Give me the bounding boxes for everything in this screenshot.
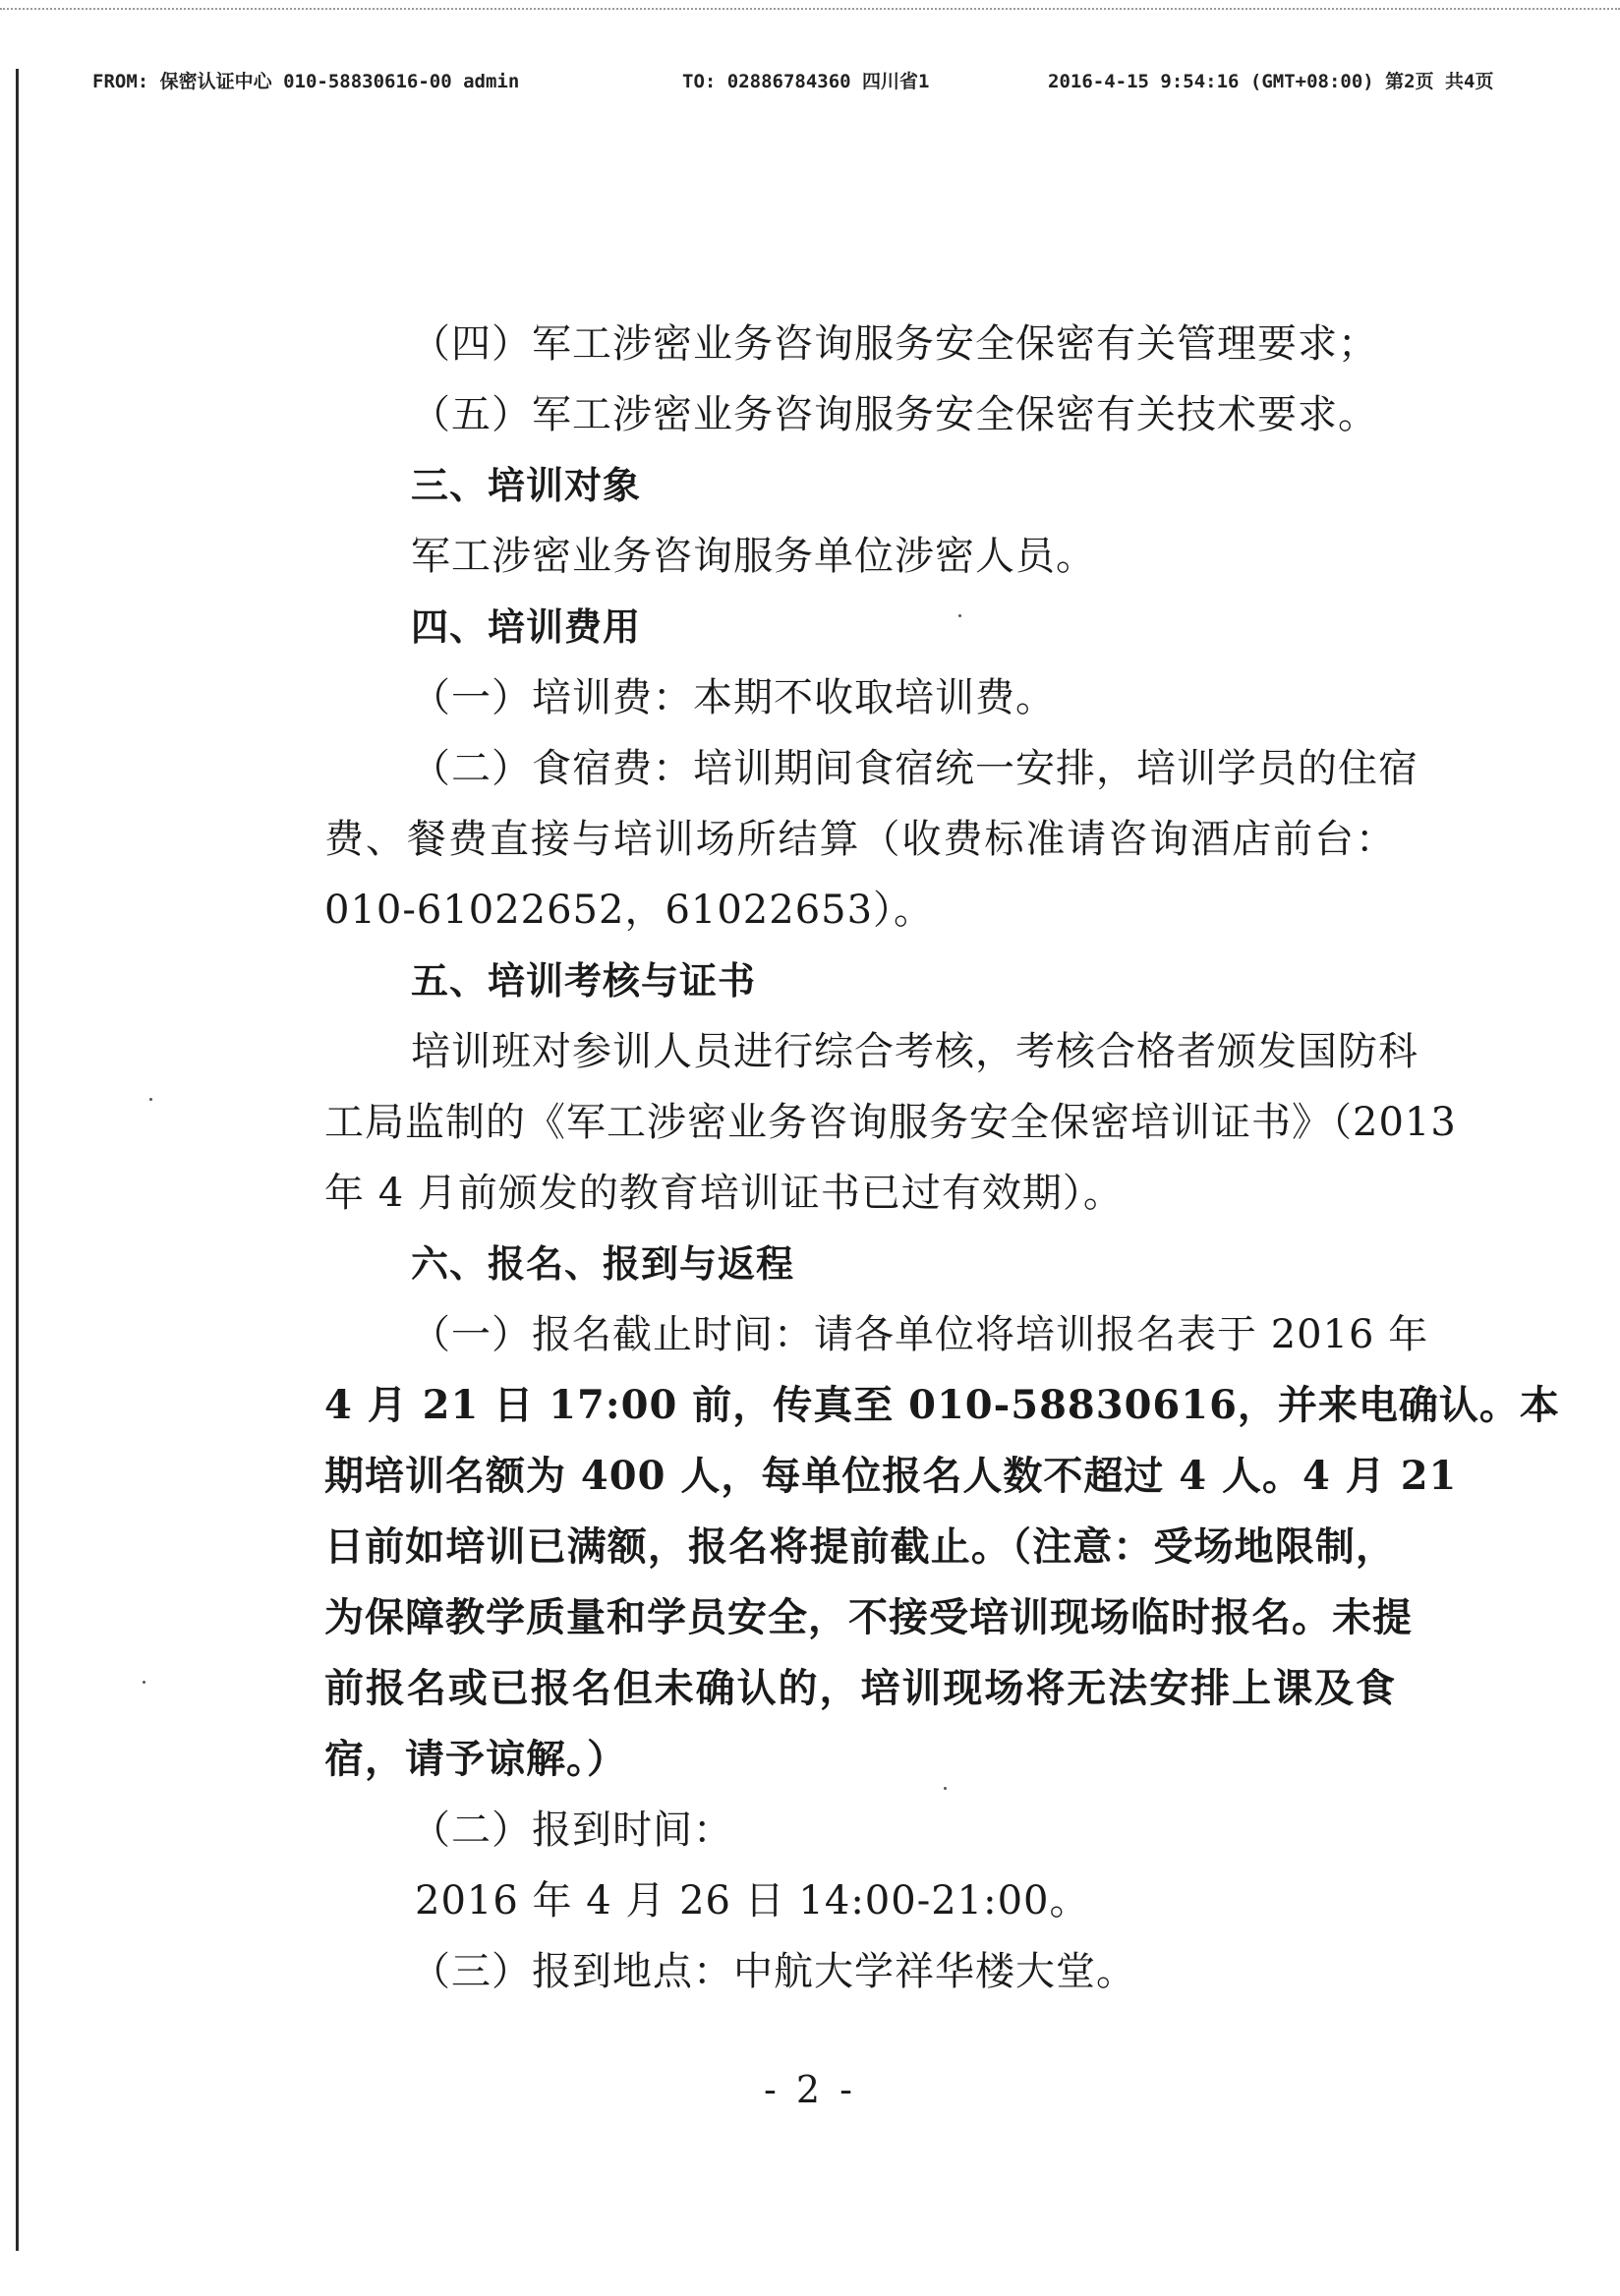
section-heading: 五、培训考核与证书 — [411, 959, 757, 1003]
emphasized-line: 前报名或已报名但未确认的，培训现场将无法安排上课及食 — [324, 1665, 1396, 1711]
section-heading: 三、培训对象 — [411, 464, 642, 507]
scan-left-edge — [16, 69, 19, 2251]
emphasized-line: 为保障教学质量和学员安全，不接受培训现场临时报名。未提 — [324, 1594, 1413, 1640]
section-heading: 六、报名、报到与返程 — [411, 1242, 795, 1286]
emphasized-line: 日前如培训已满额，报名将提前截止。（注意：受场地限制， — [324, 1523, 1396, 1570]
paragraph-line: 培训班对参训人员进行综合考核，考核合格者颁发国防科 — [411, 1029, 1418, 1074]
scan-speck — [944, 1787, 947, 1790]
paragraph-line: （五）军工涉密业务咨询服务安全保密有关技术要求。 — [411, 392, 1378, 437]
paragraph-line: （四）军工涉密业务咨询服务安全保密有关管理要求； — [411, 321, 1378, 367]
scan-speck — [149, 1098, 152, 1101]
paragraph-line: （三）报到地点：中航大学祥华楼大堂。 — [411, 1949, 1136, 1994]
paragraph-line: 费、餐费直接与培训场所结算（收费标准请咨询酒店前台： — [324, 817, 1396, 862]
paragraph-line: （一）报名截止时间：请各单位将培训报名表于 2016 年 — [411, 1312, 1429, 1357]
paragraph-line: （一）培训费：本期不收取培训费。 — [411, 675, 1056, 720]
fax-timestamp: 2016-4-15 9:54:16 (GMT+08:00) 第2页 共4页 — [1048, 71, 1494, 92]
fax-header — [92, 67, 1596, 96]
emphasized-line: 期培训名额为 400 人，每单位报名人数不超过 4 人。4 月 21 — [324, 1453, 1458, 1499]
paragraph-line: 010-61022652，61022653）。 — [324, 888, 935, 933]
paragraph-line: 军工涉密业务咨询服务单位涉密人员。 — [411, 534, 1096, 579]
paragraph-line: （二）报到时间： — [411, 1808, 733, 1853]
fax-from: FROM: 保密认证中心 010-58830616-00 admin — [92, 71, 520, 92]
scan-speck — [958, 614, 961, 617]
scan-top-edge — [0, 0, 1620, 10]
emphasized-line: 宿，请予谅解。） — [324, 1736, 627, 1782]
page-number: - 2 - — [763, 2068, 856, 2111]
emphasized-line: 4 月 21 日 17:00 前，传真至 010-58830616，并来电确认。本 — [324, 1382, 1560, 1428]
paragraph-line: 年 4 月前颁发的教育培训证书已过有效期）。 — [324, 1171, 1124, 1216]
paragraph-line: （二）食宿费：培训期间食宿统一安排，培训学员的住宿 — [411, 746, 1418, 791]
fax-to: TO: 02886784360 四川省1 — [682, 71, 930, 92]
scan-speck — [143, 1681, 145, 1684]
paragraph-line: 工局监制的《军工涉密业务咨询服务安全保密培训证书》（2013 — [324, 1100, 1457, 1145]
document-body — [324, 309, 1560, 2007]
paragraph-line: 2016 年 4 月 26 日 14:00-21:00。 — [415, 1878, 1090, 1923]
section-heading: 四、培训费用 — [411, 605, 642, 649]
